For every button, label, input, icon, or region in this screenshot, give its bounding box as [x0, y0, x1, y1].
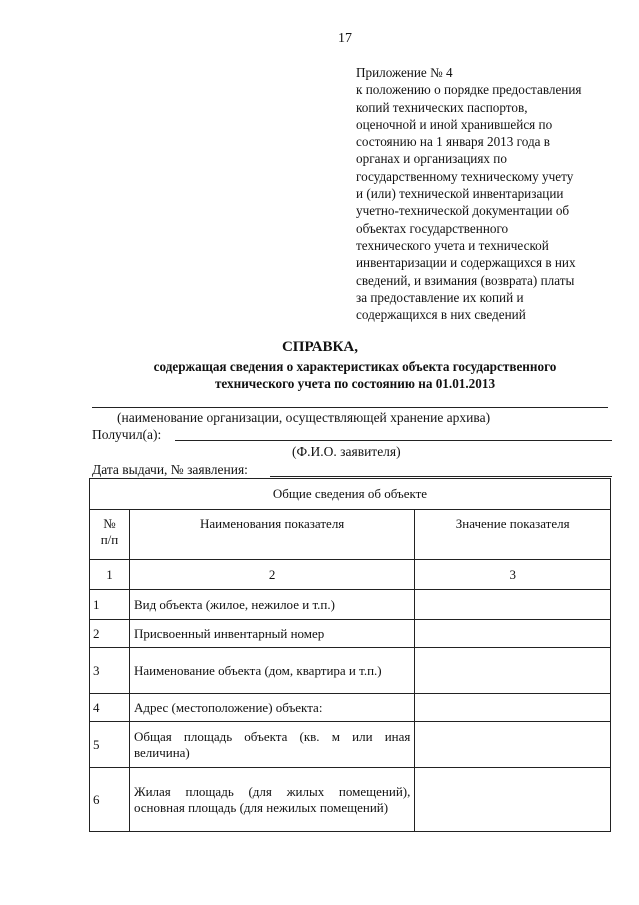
issue-date-label: Дата выдачи, № заявления: [92, 462, 248, 477]
table-column-header-row [90, 510, 611, 560]
table-row [90, 768, 611, 832]
appendix-block [356, 64, 624, 323]
appendix-line: и (или) технической инвентаризации [356, 186, 564, 202]
appendix-line: за предоставление их копий и [356, 289, 524, 305]
row-name: Общая площадь объекта (кв. м или иная величина) [129, 722, 414, 768]
document-subtitle [70, 358, 639, 392]
issue-date-field-line [270, 476, 612, 477]
appendix-line: технического учета и технической [356, 237, 549, 253]
organization-caption: (наименование организации, осуществляющей хранение архива) [117, 410, 491, 425]
row-value [415, 620, 611, 648]
row-name: Наименование объекта (дом, квартира и т.п.) [129, 648, 414, 694]
row-number: 5 [90, 722, 130, 768]
appendix-line: содержащихся в них сведений [356, 307, 526, 323]
appendix-line: к положению о порядке предоставления [356, 82, 582, 98]
row-value [415, 722, 611, 768]
subtitle-line: технического учета по состоянию на 01.01.2013 [214, 376, 496, 391]
table-section-header-row [90, 479, 611, 510]
row-name: Присвоенный инвентарный номер [129, 620, 414, 648]
table-row [90, 590, 611, 620]
fio-caption: (Ф.И.О. заявителя) [292, 444, 401, 459]
appendix-line: сведений, и взимания (возврата) платы [356, 272, 575, 288]
row-value [415, 694, 611, 722]
appendix-line: объектах государственного [356, 220, 509, 236]
row-value [415, 768, 611, 832]
row-number: 4 [90, 694, 130, 722]
page-number: 17 [338, 31, 352, 46]
row-number: 2 [90, 620, 130, 648]
appendix-line: оценочной и иной хранившейся по [356, 116, 553, 132]
table-index-row [90, 560, 611, 590]
organization-field-line [92, 407, 608, 408]
appendix-line: Приложение № 4 [356, 65, 453, 80]
subtitle-line: содержащая сведения о характеристиках объекта государственного [153, 359, 557, 374]
row-name: Жилая площадь (для жилых помещений), основная площадь (для нежилых помещений) [129, 768, 414, 832]
row-value [415, 648, 611, 694]
received-field-line [175, 440, 612, 441]
table-section-header: Общие сведения об объекте [90, 479, 611, 510]
row-name: Вид объекта (жилое, нежилое и т.п.) [129, 590, 414, 620]
document-title: СПРАВКА, [281, 339, 359, 355]
table-row [90, 620, 611, 648]
row-value [415, 590, 611, 620]
appendix-line: инвентаризации и содержащихся в них [356, 255, 576, 271]
index-cell: 3 [415, 560, 611, 590]
index-cell: 1 [90, 560, 130, 590]
column-header-value: Значение показателя [415, 510, 611, 560]
table-row [90, 694, 611, 722]
index-cell: 2 [129, 560, 414, 590]
row-name: Адрес (местоположение) объекта: [129, 694, 414, 722]
object-info-table [89, 478, 611, 832]
appendix-line: учетно-технической документации об [356, 203, 570, 219]
row-number: 1 [90, 590, 130, 620]
row-number: 3 [90, 648, 130, 694]
appendix-line: государственному техническому учету [356, 168, 574, 184]
appendix-line: копий технических паспортов, [356, 99, 528, 115]
column-header-name: Наименования показателя [129, 510, 414, 560]
appendix-line: состоянию на 1 января 2013 года в [356, 134, 551, 150]
table-row [90, 722, 611, 768]
row-number: 6 [90, 768, 130, 832]
received-label: Получил(а): [92, 427, 162, 442]
table-row [90, 648, 611, 694]
column-header-number: № п/п [90, 510, 130, 560]
appendix-line: органах и организациях по [356, 151, 507, 167]
